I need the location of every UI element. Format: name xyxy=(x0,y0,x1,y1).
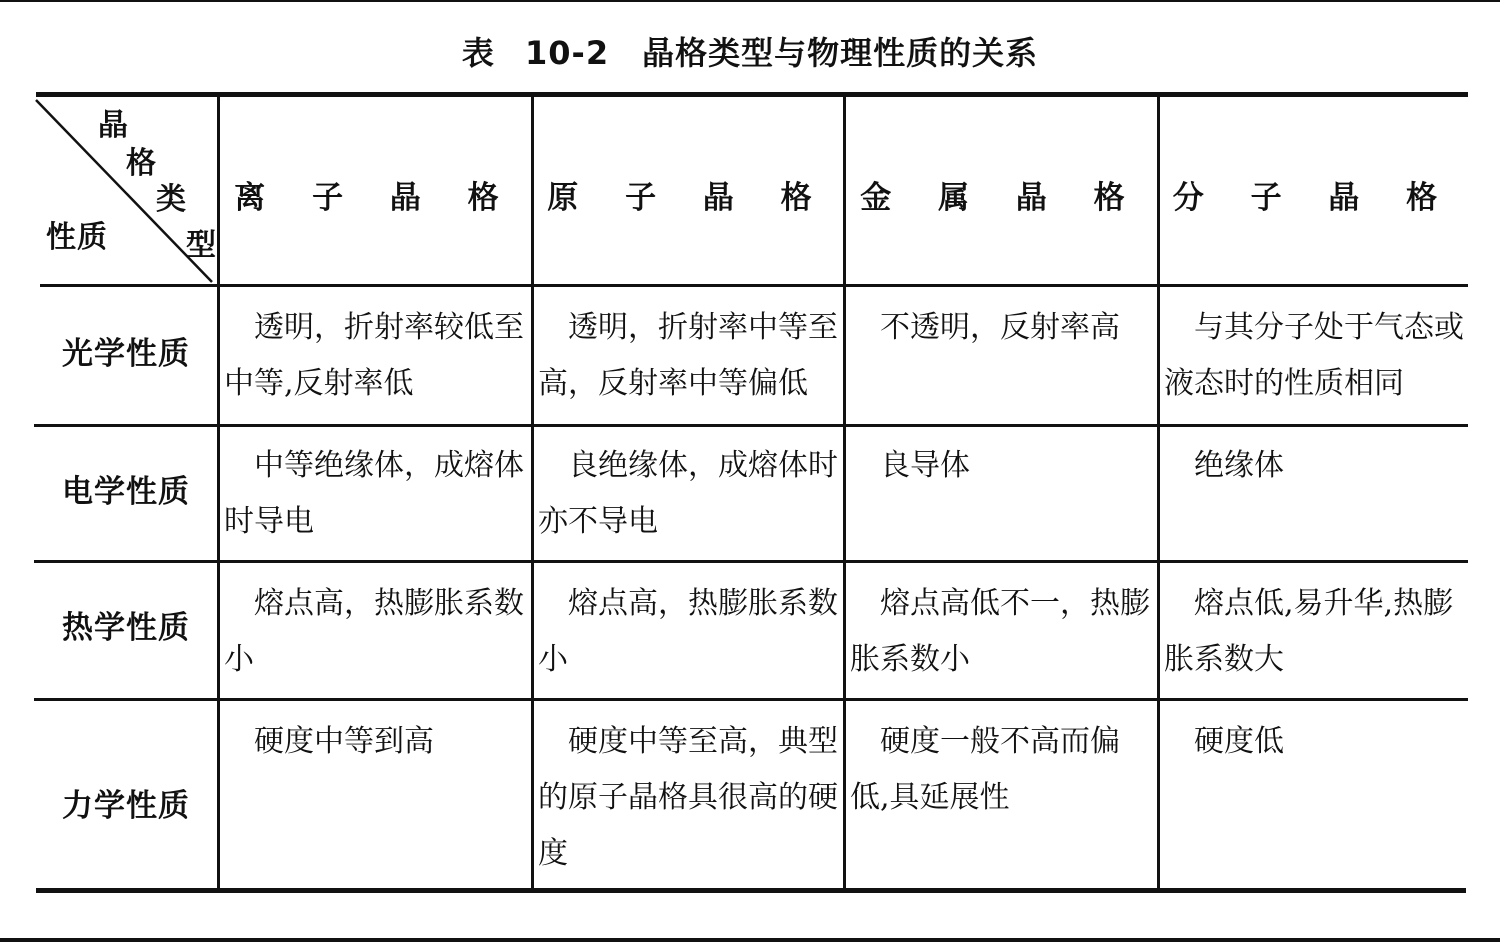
cell-mechanical-molecular xyxy=(1160,714,1470,770)
cell-line: 熔点低,易升华,热膨 xyxy=(1194,586,1454,621)
cell-mechanical-metallic xyxy=(846,714,1157,826)
cell-electrical-ionic xyxy=(220,438,531,550)
cell-line: 度 xyxy=(538,836,568,871)
page-bottom-edge xyxy=(0,938,1500,942)
corner-col-char-2: 格 xyxy=(126,146,156,181)
cell-thermal-ionic xyxy=(220,576,531,688)
cell-optical-atomic xyxy=(534,300,843,412)
col-header-metallic: 金 属 晶 格 xyxy=(860,180,1143,216)
table-title: 表 10-2 晶格类型与物理性质的关系 xyxy=(461,34,1039,72)
cell-line: 低,具延展性 xyxy=(850,780,1010,815)
cell-line: 不透明，反射率高 xyxy=(880,310,1120,345)
cell-line: 中等,反射率低 xyxy=(224,366,414,401)
row-header-electrical: 电学性质 xyxy=(62,474,190,510)
cell-thermal-molecular xyxy=(1160,576,1470,688)
corner-col-char-1: 晶 xyxy=(98,108,128,143)
cell-electrical-metallic xyxy=(846,438,1157,494)
corner-col-char-3: 类 xyxy=(156,182,186,217)
cell-line: 与其分子处于气态或 xyxy=(1194,310,1464,345)
cell-line: 亦不导电 xyxy=(538,504,658,539)
cell-line: 熔点高，热膨胀系数 xyxy=(254,586,524,621)
cell-line: 绝缘体 xyxy=(1194,448,1284,483)
row-header-mechanical: 力学性质 xyxy=(62,788,190,824)
cell-line: 透明，折射率中等至 xyxy=(568,310,838,345)
cell-line: 高，反射率中等偏低 xyxy=(538,366,808,401)
cell-line: 胀系数小 xyxy=(850,642,970,677)
cell-line: 良绝缘体，成熔体时 xyxy=(568,448,838,483)
cell-line: 胀系数大 xyxy=(1164,642,1284,677)
cell-thermal-atomic xyxy=(534,576,843,688)
cell-line: 硬度一般不高而偏 xyxy=(880,724,1120,759)
cell-line: 熔点高低不一，热膨 xyxy=(880,586,1150,621)
cell-line: 液态时的性质相同 xyxy=(1164,366,1404,401)
cell-electrical-atomic xyxy=(534,438,843,550)
cell-optical-ionic xyxy=(220,300,531,412)
cell-line: 熔点高，热膨胀系数 xyxy=(568,586,838,621)
corner-row-label: 性质 xyxy=(46,220,108,255)
cell-line: 硬度低 xyxy=(1194,724,1284,759)
col-header-molecular: 分 子 晶 格 xyxy=(1172,180,1456,216)
cell-line: 小 xyxy=(224,642,254,677)
cell-line: 时导电 xyxy=(224,504,314,539)
row-header-thermal: 热学性质 xyxy=(62,610,190,646)
cell-optical-metallic xyxy=(846,300,1157,356)
cell-line: 小 xyxy=(538,642,568,677)
cell-line: 硬度中等至高，典型 xyxy=(568,724,838,759)
cell-line: 中等绝缘体，成熔体 xyxy=(254,448,524,483)
cell-mechanical-ionic xyxy=(220,714,531,770)
cell-line: 的原子晶格具很高的硬 xyxy=(538,780,838,815)
cell-optical-molecular xyxy=(1160,300,1470,412)
cell-line: 硬度中等到高 xyxy=(254,724,434,759)
col-header-atomic: 原 子 晶 格 xyxy=(547,180,830,216)
cell-line: 良导体 xyxy=(880,448,970,483)
corner-col-char-4: 型 xyxy=(186,228,216,263)
cell-electrical-molecular xyxy=(1160,438,1470,494)
cell-thermal-metallic xyxy=(846,576,1157,688)
cell-mechanical-atomic xyxy=(534,714,843,882)
row-header-optical: 光学性质 xyxy=(62,336,190,372)
cell-line: 透明，折射率较低至 xyxy=(254,310,524,345)
col-header-ionic: 离 子 晶 格 xyxy=(234,180,517,216)
